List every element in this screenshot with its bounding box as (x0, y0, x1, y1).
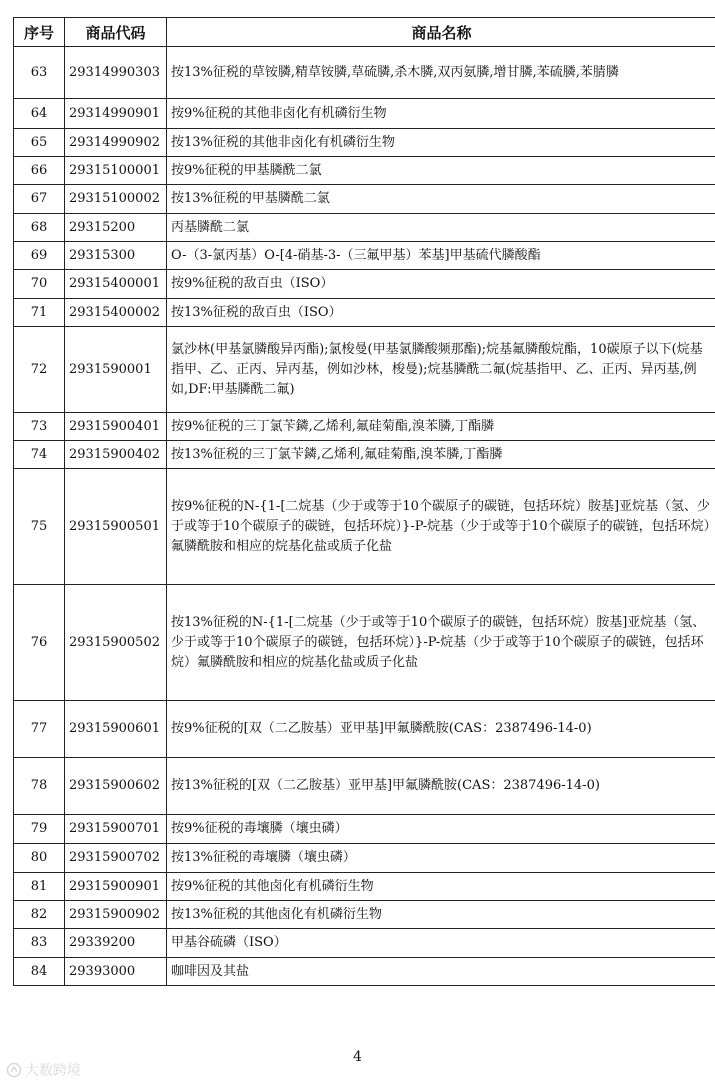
row-commodity-name: 按9%征税的甲基膦酰二氯 (167, 157, 715, 185)
row-serial-no: 76 (14, 585, 65, 701)
row-commodity-name: 按13%征税的N-{1-[二烷基（少于或等于10个碳原子的碳链，包括环烷）胺基]亚烷基（氢、少于或等于10个碳原子的碳链，包括环烷）}-P-烷基（少于或等于10个碳原子的碳链，包括环烷）氟膦酰胺和相应的烷基化盐或质子化盐 (167, 585, 715, 701)
row-serial-no: 64 (14, 99, 65, 129)
header-commodity-code: 商品代码 (65, 18, 167, 47)
row-commodity-name: 按13%征税的[双（二乙胺基）亚甲基]甲氟膦酰胺(CAS：2387496-14-0) (167, 758, 715, 815)
table-row (14, 242, 715, 270)
row-commodity-name: 按13%征税的其他卤化有机磷衍生物 (167, 901, 715, 929)
row-serial-no: 63 (14, 47, 65, 99)
row-commodity-code: 29339200 (65, 929, 167, 958)
row-commodity-code: 29315900401 (65, 413, 167, 441)
row-commodity-code: 29314990901 (65, 99, 167, 129)
row-serial-no: 74 (14, 441, 65, 469)
row-commodity-name: 氯沙林(甲基氯膦酸异丙酯);氯梭曼(甲基氯膦酸频那酯);烷基氟膦酸烷酯，10碳原子以下(烷基指甲、乙、正丙、异丙基，例如沙林，梭曼);烷基膦酰二氟(烷基指甲、乙、正丙、异丙基,例如,DF:甲基膦酰二氟) (167, 327, 715, 413)
row-commodity-code: 29315900701 (65, 815, 167, 844)
row-commodity-code: 29315900601 (65, 701, 167, 758)
table-row (14, 929, 715, 958)
row-serial-no: 78 (14, 758, 65, 815)
row-serial-no: 70 (14, 270, 65, 299)
row-serial-no: 77 (14, 701, 65, 758)
row-commodity-name: 按9%征税的敌百虫（ISO） (167, 270, 715, 299)
row-commodity-name: 按13%征税的草铵膦,精草铵膦,草硫膦,杀木膦,双丙氨膦,增甘膦,苯硫膦,苯腈膦 (167, 47, 715, 99)
row-commodity-code: 29315100001 (65, 157, 167, 185)
row-serial-no: 68 (14, 214, 65, 242)
row-serial-no: 81 (14, 873, 65, 901)
table-row (14, 469, 715, 585)
row-commodity-code: 2931590001 (65, 327, 167, 413)
table-row (14, 413, 715, 441)
row-serial-no: 79 (14, 815, 65, 844)
table-row (14, 815, 715, 844)
table-row (14, 441, 715, 469)
row-serial-no: 72 (14, 327, 65, 413)
row-commodity-name: 按9%征税的毒壤膦（壤虫磷） (167, 815, 715, 844)
table-row (14, 585, 715, 701)
table-row (14, 214, 715, 242)
row-serial-no: 69 (14, 242, 65, 270)
row-commodity-code: 29315900901 (65, 873, 167, 901)
row-commodity-name: 按13%征税的敌百虫（ISO） (167, 299, 715, 327)
commodity-table (13, 17, 715, 986)
row-commodity-name: 按13%征税的甲基膦酰二氯 (167, 185, 715, 214)
row-serial-no: 65 (14, 129, 65, 157)
row-commodity-name: 按9%征税的三丁氯苄鏻,乙烯利,氟硅菊酯,溴苯膦,丁酯膦 (167, 413, 715, 441)
row-commodity-code: 29315300 (65, 242, 167, 270)
watermark-logo-icon (6, 1062, 22, 1078)
table-header-row (14, 18, 715, 47)
table-row (14, 901, 715, 929)
row-commodity-name: 按9%征税的其他卤化有机磷衍生物 (167, 873, 715, 901)
row-serial-no: 83 (14, 929, 65, 958)
row-serial-no: 67 (14, 185, 65, 214)
table-row (14, 129, 715, 157)
row-serial-no: 75 (14, 469, 65, 585)
row-commodity-code: 29315900502 (65, 585, 167, 701)
row-serial-no: 82 (14, 901, 65, 929)
row-serial-no: 73 (14, 413, 65, 441)
row-commodity-name: 按9%征税的[双（二乙胺基）亚甲基]甲氟膦酰胺(CAS：2387496-14-0) (167, 701, 715, 758)
row-serial-no: 80 (14, 844, 65, 873)
header-serial-no: 序号 (14, 18, 65, 47)
row-commodity-code: 29315100002 (65, 185, 167, 214)
row-commodity-name: 甲基谷硫磷（ISO） (167, 929, 715, 958)
row-serial-no: 66 (14, 157, 65, 185)
row-commodity-name: O-（3-氯丙基）O-[4-硝基-3-（三氟甲基）苯基]甲基硫代膦酸酯 (167, 242, 715, 270)
row-commodity-code: 29393000 (65, 958, 167, 986)
row-serial-no: 71 (14, 299, 65, 327)
row-commodity-code: 29315900402 (65, 441, 167, 469)
row-serial-no: 84 (14, 958, 65, 986)
table-row (14, 99, 715, 129)
row-commodity-code: 29315400001 (65, 270, 167, 299)
watermark (6, 1060, 81, 1080)
table-row (14, 758, 715, 815)
row-commodity-code: 29315900602 (65, 758, 167, 815)
header-commodity-name: 商品名称 (167, 18, 715, 47)
row-commodity-name: 按9%征税的N-{1-[二烷基（少于或等于10个碳原子的碳链，包括环烷）胺基]亚烷基（氢、少于或等于10个碳原子的碳链，包括环烷）}-P-烷基（少于或等于10个碳原子的碳链，包括环烷）氟膦酰胺和相应的烷基化盐或质子化盐 (167, 469, 715, 585)
table-row (14, 958, 715, 986)
table-row (14, 327, 715, 413)
row-commodity-name: 按13%征税的其他非卤化有机磷衍生物 (167, 129, 715, 157)
table-body (14, 47, 715, 986)
row-commodity-name: 按13%征税的毒壤膦（壤虫磷） (167, 844, 715, 873)
row-commodity-code: 29315900702 (65, 844, 167, 873)
row-commodity-code: 29315400002 (65, 299, 167, 327)
table-row (14, 299, 715, 327)
table-row (14, 270, 715, 299)
table-row (14, 701, 715, 758)
row-commodity-code: 29314990303 (65, 47, 167, 99)
table-row (14, 844, 715, 873)
row-commodity-code: 29315200 (65, 214, 167, 242)
row-commodity-code: 29315900501 (65, 469, 167, 585)
watermark-text: 大数跨境 (25, 1063, 81, 1079)
table-row (14, 157, 715, 185)
row-commodity-name: 按13%征税的三丁氯苄鏻,乙烯利,氟硅菊酯,溴苯膦,丁酯膦 (167, 441, 715, 469)
table-row (14, 47, 715, 99)
table-row (14, 873, 715, 901)
table-row (14, 185, 715, 214)
row-commodity-name: 按9%征税的其他非卤化有机磷衍生物 (167, 99, 715, 129)
row-commodity-name: 丙基膦酰二氯 (167, 214, 715, 242)
page-number: 4 (353, 1049, 362, 1065)
row-commodity-name: 咖啡因及其盐 (167, 958, 715, 986)
row-commodity-code: 29314990902 (65, 129, 167, 157)
row-commodity-code: 29315900902 (65, 901, 167, 929)
